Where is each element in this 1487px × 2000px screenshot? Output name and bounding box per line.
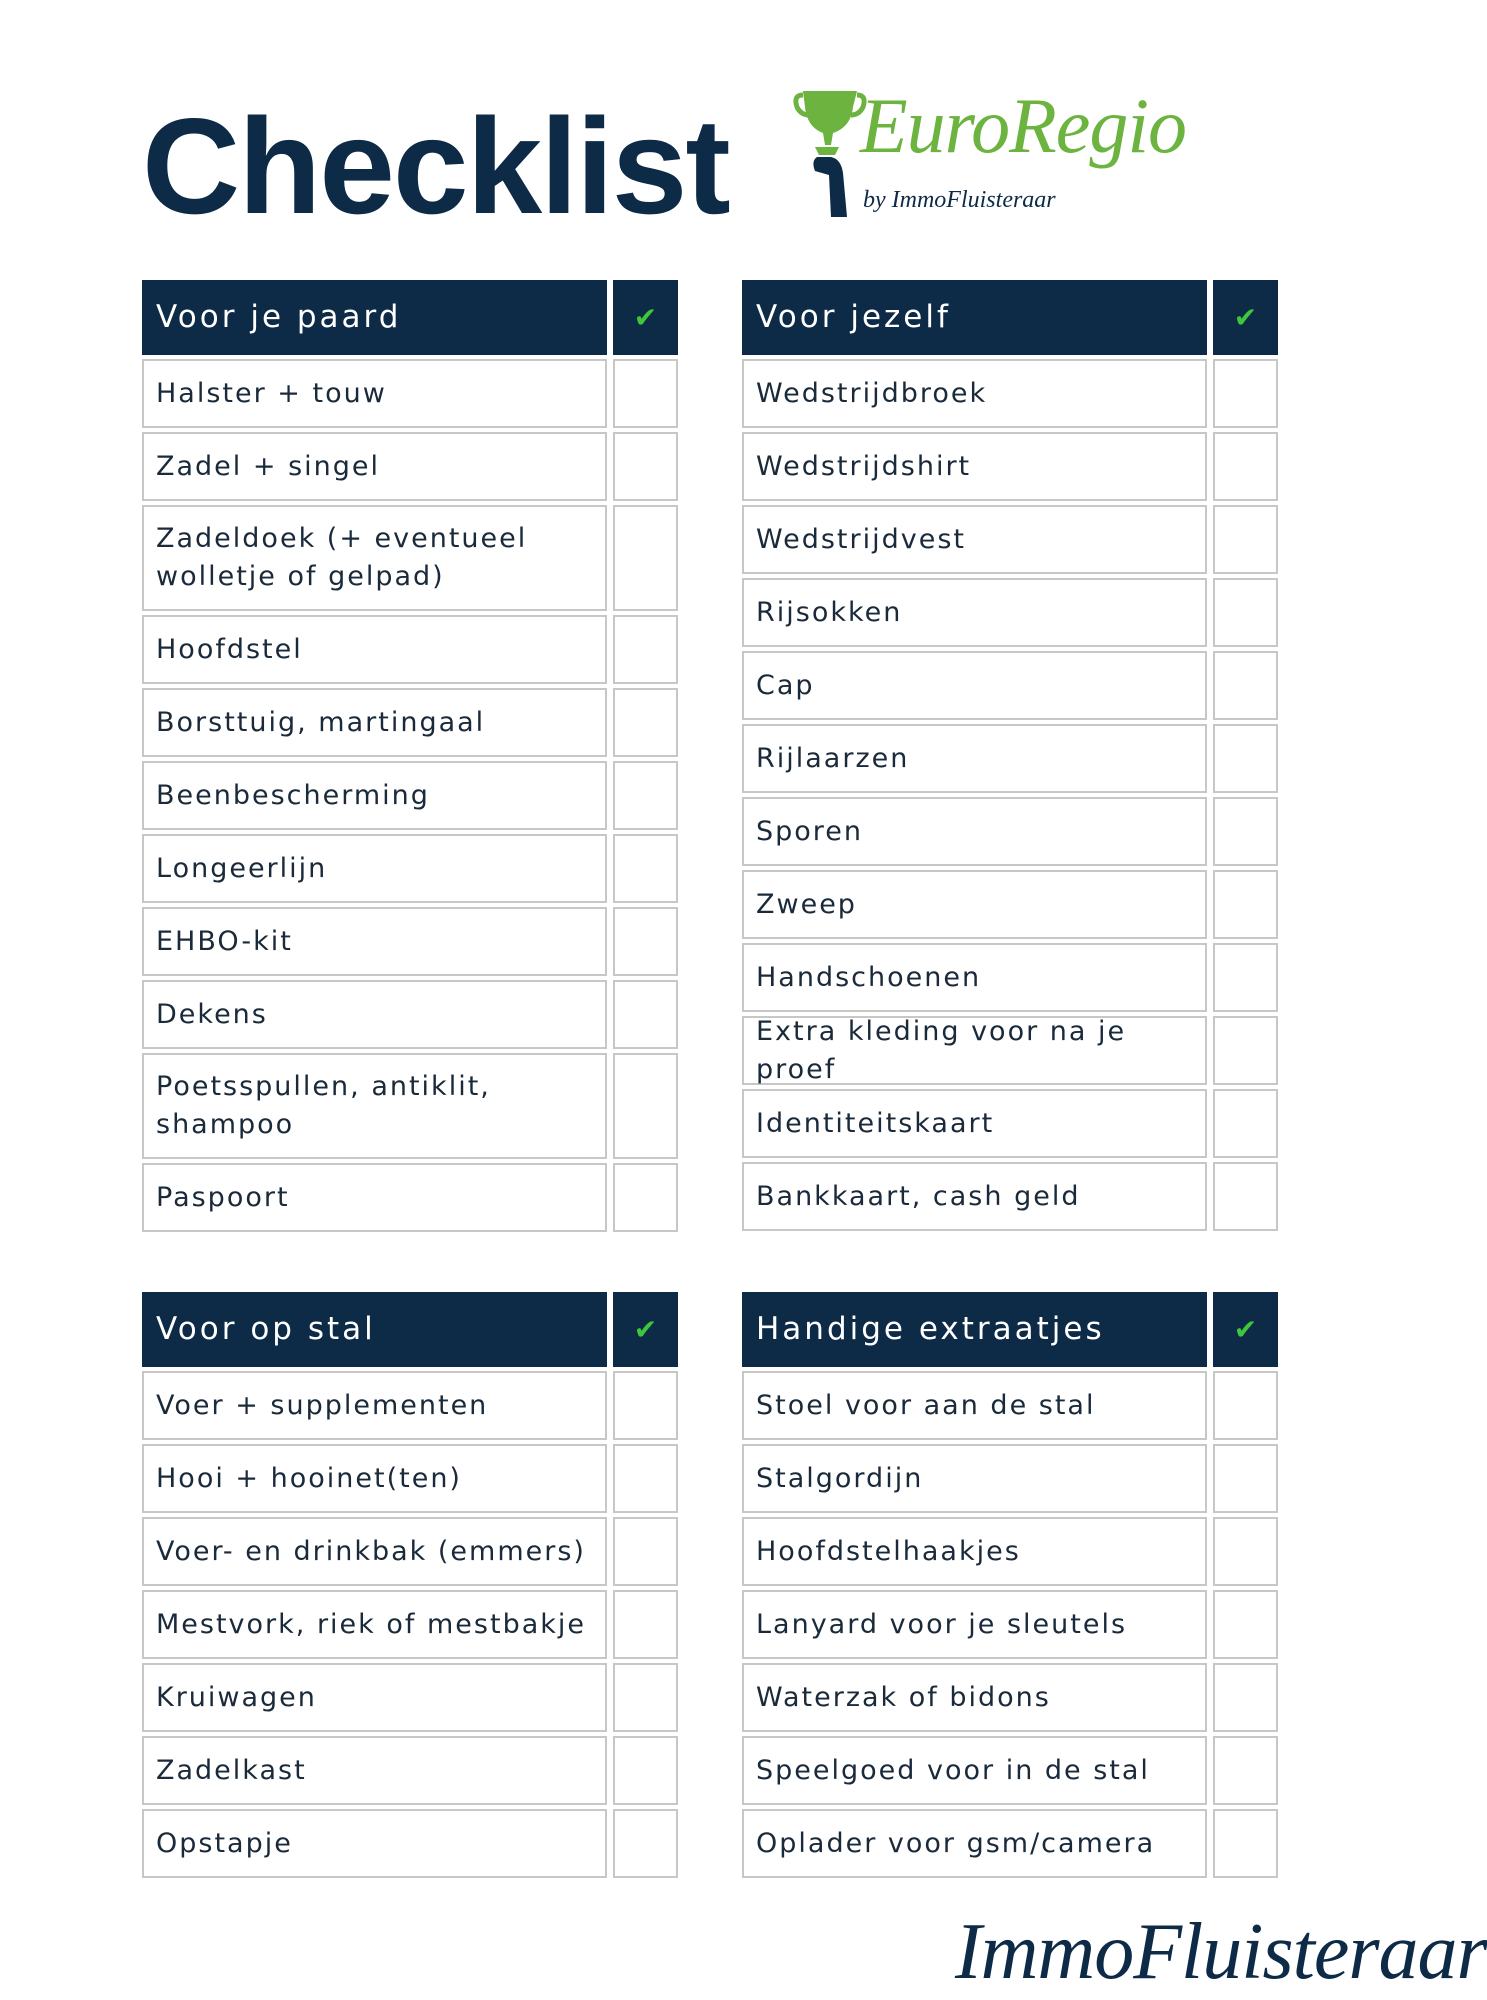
table-row [742,870,1282,939]
table-row [742,1809,1282,1878]
logo-wordmark: EuroRegio [860,82,1187,169]
table-header [742,280,1282,355]
table-row [142,1053,682,1159]
item-checkbox[interactable] [613,907,678,976]
section-heading: Voor op stal [142,1292,607,1367]
table-row [142,505,682,611]
item-label: Zadel + singel [142,432,607,501]
item-label: Identiteitskaart [742,1089,1207,1158]
item-label: Rijlaarzen [742,724,1207,793]
table-row [142,1809,682,1878]
table-row [742,1089,1282,1158]
item-checkbox[interactable] [1213,505,1278,574]
item-checkbox[interactable] [613,1663,678,1732]
item-checkbox[interactable] [613,980,678,1049]
table-row [742,724,1282,793]
table-row [142,1163,682,1232]
item-checkbox[interactable] [1213,1016,1278,1085]
item-label: Rijsokken [742,578,1207,647]
item-label: Lanyard voor je sleutels [742,1590,1207,1659]
item-checkbox[interactable] [613,1736,678,1805]
check-header-icon: ✔ [1213,1292,1278,1367]
item-checkbox[interactable] [613,1163,678,1232]
item-checkbox[interactable] [1213,1089,1278,1158]
item-label: Waterzak of bidons [742,1663,1207,1732]
table-row [142,688,682,757]
item-checkbox[interactable] [613,688,678,757]
item-checkbox[interactable] [1213,1663,1278,1732]
check-header-icon: ✔ [613,1292,678,1367]
section-heading: Voor jezelf [742,280,1207,355]
table-row [142,1663,682,1732]
table-row [742,1517,1282,1586]
item-label: Stalgordijn [742,1444,1207,1513]
table-row [142,980,682,1049]
check-header-icon: ✔ [1213,280,1278,355]
item-label: Zadelkast [142,1736,607,1805]
item-checkbox[interactable] [613,834,678,903]
item-label: Zweep [742,870,1207,939]
item-label: Opstapje [142,1809,607,1878]
item-label: Oplader voor gsm/camera [742,1809,1207,1878]
item-checkbox[interactable] [1213,432,1278,501]
item-label: Kruiwagen [142,1663,607,1732]
logo-byline: by ImmoFluisteraar [863,187,1056,213]
item-label: Wedstrijdbroek [742,359,1207,428]
item-label: Hoofdstel [142,615,607,684]
item-label: Hooi + hooinet(ten) [142,1444,607,1513]
item-label: Longeerlijn [142,834,607,903]
item-checkbox[interactable] [613,359,678,428]
item-checkbox[interactable] [1213,1371,1278,1440]
item-label: Poetsspullen, antiklit, shampoo [142,1053,607,1159]
table-row [742,578,1282,647]
item-label: Mestvork, riek of mestbakje [142,1590,607,1659]
table-header [142,1292,682,1367]
table-row [742,1016,1282,1085]
item-checkbox[interactable] [1213,578,1278,647]
item-label: Hoofdstelhaakjes [742,1517,1207,1586]
table-row [742,1371,1282,1440]
item-label: Wedstrijdvest [742,505,1207,574]
table-row [742,1590,1282,1659]
table-row [742,1444,1282,1513]
item-label: Halster + touw [142,359,607,428]
section-heading: Handige extraatjes [742,1292,1207,1367]
table-row [742,651,1282,720]
section-heading: Voor je paard [142,280,607,355]
table-row [742,1736,1282,1805]
item-label: Handschoenen [742,943,1207,1012]
table-row [142,1371,682,1440]
item-checkbox[interactable] [613,1371,678,1440]
item-label: Borsttuig, martingaal [142,688,607,757]
item-checkbox[interactable] [1213,1736,1278,1805]
item-checkbox[interactable] [613,1517,678,1586]
item-checkbox[interactable] [613,761,678,830]
item-checkbox[interactable] [1213,1590,1278,1659]
item-checkbox[interactable] [1213,724,1278,793]
item-label: Voer + supplementen [142,1371,607,1440]
item-checkbox[interactable] [613,505,678,611]
item-checkbox[interactable] [613,1590,678,1659]
item-checkbox[interactable] [1213,1444,1278,1513]
item-label: Voer- en drinkbak (emmers) [142,1517,607,1586]
trophy-icon [795,85,865,220]
table-row [142,432,682,501]
item-label: Dekens [142,980,607,1049]
table-row [142,834,682,903]
footer-signature: ImmoFluisteraar [955,1908,1487,1996]
table-row [742,505,1282,574]
page-title: Checklist [142,90,729,242]
item-label: Cap [742,651,1207,720]
table-row [742,1162,1282,1231]
table-row [742,943,1282,1012]
item-checkbox[interactable] [613,1809,678,1878]
checklist-table [142,280,682,1236]
table-row [142,907,682,976]
item-label: Extra kleding voor na je proef [742,1016,1207,1085]
checklist-table [142,1292,682,1882]
table-header [142,280,682,355]
item-checkbox[interactable] [1213,1162,1278,1231]
item-checkbox[interactable] [1213,359,1278,428]
item-label: Beenbescherming [142,761,607,830]
item-label: Stoel voor aan de stal [742,1371,1207,1440]
table-row [742,797,1282,866]
table-row [742,1663,1282,1732]
item-checkbox[interactable] [1213,1517,1278,1586]
item-label: Wedstrijdshirt [742,432,1207,501]
table-row [142,1590,682,1659]
euroregio-logo [795,82,1187,220]
item-checkbox[interactable] [1213,870,1278,939]
item-checkbox[interactable] [613,432,678,501]
table-row [142,1736,682,1805]
item-checkbox[interactable] [613,615,678,684]
table-row [742,432,1282,501]
item-checkbox[interactable] [1213,797,1278,866]
table-row [742,359,1282,428]
item-checkbox[interactable] [1213,943,1278,1012]
item-label: Paspoort [142,1163,607,1232]
item-label: Sporen [742,797,1207,866]
table-row [142,761,682,830]
item-label: Zadeldoek (+ eventueel wolletje of gelpad) [142,505,607,611]
checklist-table [742,280,1282,1235]
checklist-table [742,1292,1282,1882]
item-label: Speelgoed voor in de stal [742,1736,1207,1805]
item-label: EHBO-kit [142,907,607,976]
item-checkbox[interactable] [1213,1809,1278,1878]
table-row [142,359,682,428]
item-checkbox[interactable] [613,1444,678,1513]
item-checkbox[interactable] [1213,651,1278,720]
item-checkbox[interactable] [613,1053,678,1159]
table-row [142,1444,682,1513]
table-row [142,615,682,684]
check-header-icon: ✔ [613,280,678,355]
table-header [742,1292,1282,1367]
item-label: Bankkaart, cash geld [742,1162,1207,1231]
table-row [142,1517,682,1586]
